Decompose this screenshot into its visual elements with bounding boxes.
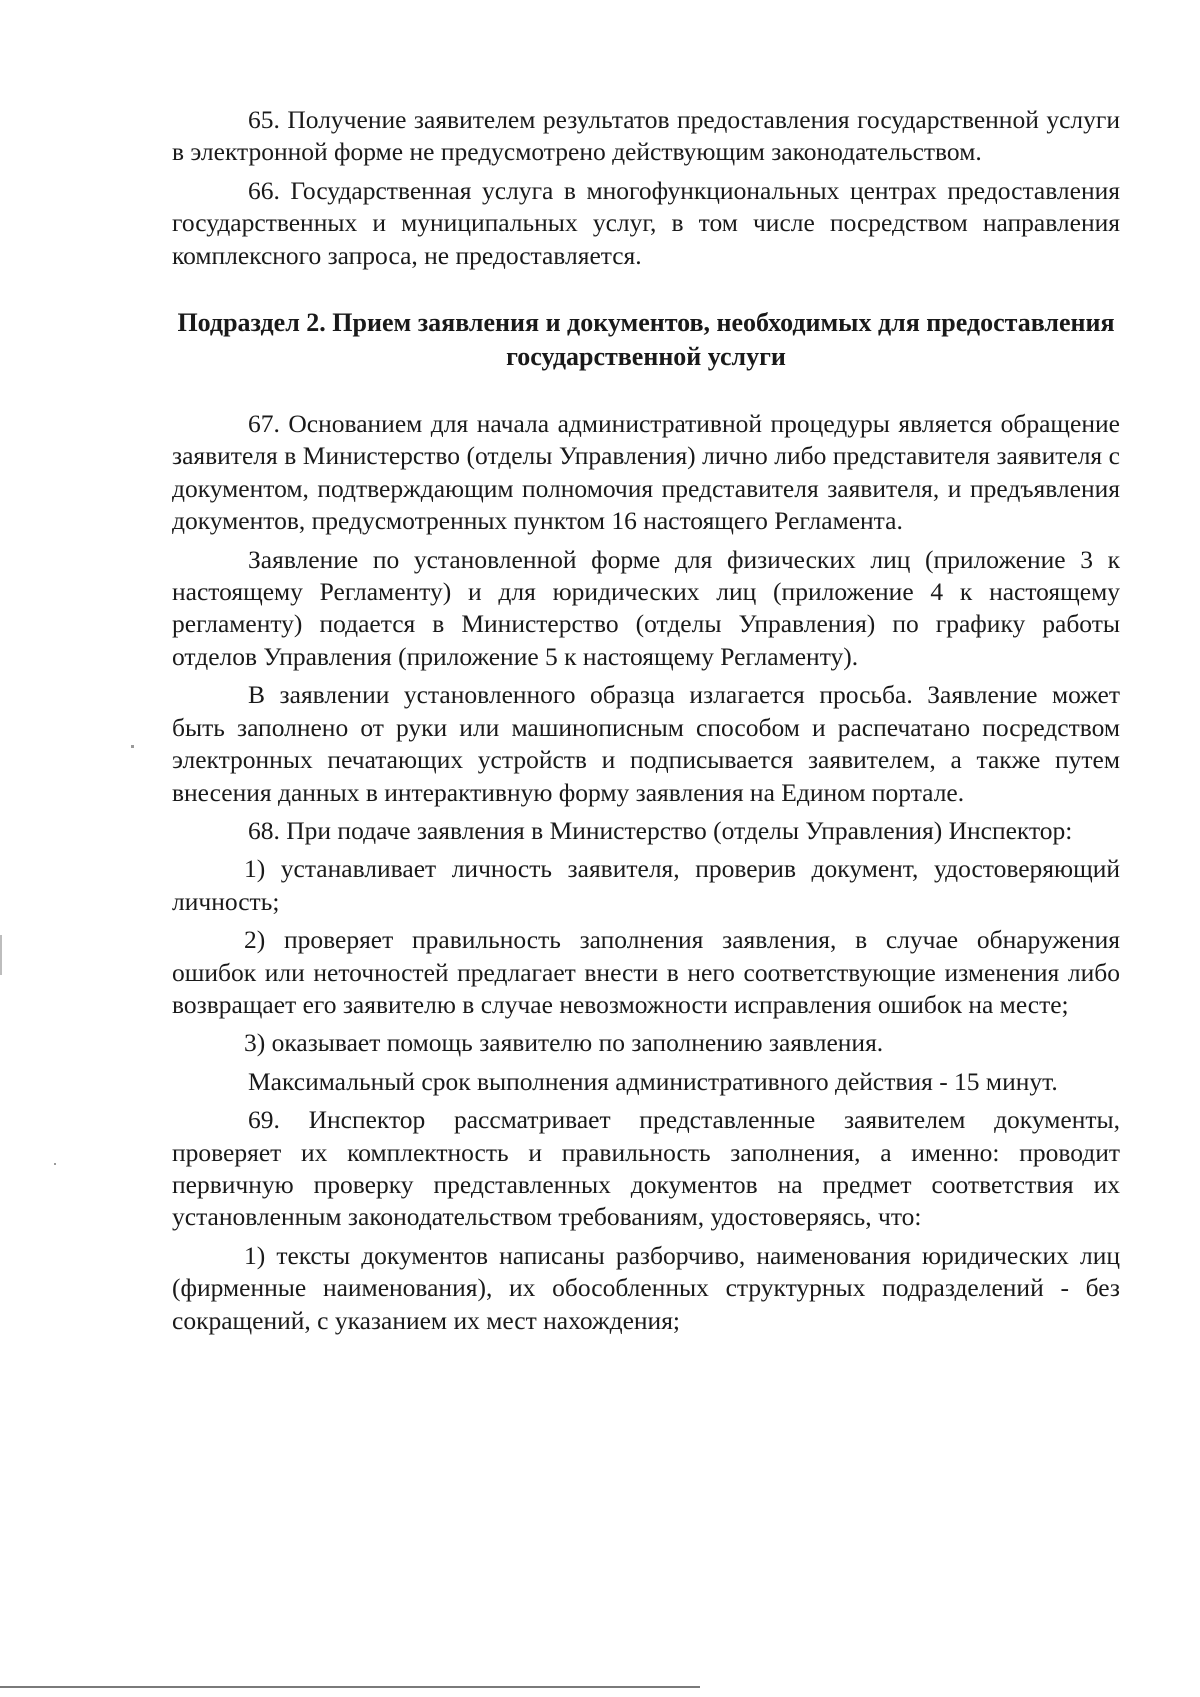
list-item-68-1: 1) устанавливает личность заявителя, проверив документ, удостоверяющий личность; [172,854,1120,916]
paragraph-69: 69. Инспектор рассматривает представленные заявителем документы, проверяет их комплектность и правильность заполнения, а именно: проводит первичную проверку представленных документов на предмет соответствия их установленным законодательством требованиям, удостоверяясь, что: [172,1105,1120,1232]
paragraph-application-form: Заявление по установленной форме для физических лиц (приложение 3 к настоящему Регламенту) и для юридических лиц (приложение 4 к настоящему регламенту) подается в Министерство (отделы Управления) по графику работы отделов Управления (приложение 5 к настоящему Регламенту). [172,544,1120,671]
paragraph-max-time: Максимальный срок выполнения административного действия - 15 минут. [248,1066,1058,1096]
scan-dot-mark [131,745,134,748]
scan-bottom-edge [0,1686,700,1688]
paragraph-67: 67. Основанием для начала административной процедуры является обращение заявителя в Министерство (отделы Управления) лично либо представителя заявителя с документом, подтверждающим полномочия представителя заявителя, и предъявления документов, предусмотренных пунктом 16 настоящего Регламента. [172,409,1120,536]
section-heading: Подраздел 2. Прием заявления и документов, необходимых для предоставления государственной услуги [177,308,1115,372]
paragraph-68: 68. При подаче заявления в Министерство (отделы Управления) Инспектор: [248,815,1073,845]
paragraph-66: 66. Государственная услуга в многофункциональных центрах предоставления государственных и муниципальных услуг, в том числе посредством направления комплексного запроса, не предоставляется. [172,175,1120,270]
scan-dot-mark [54,1163,56,1165]
document-body [172,104,1120,1343]
list-item-68-2: 2) проверяет правильность заполнения заявления, в случае обнаружения ошибок или неточностей предлагает внести в него соответствующие изменения либо возвращает его заявителю в случае невозможности исправления ошибок на месте; [172,925,1120,1019]
paragraph-65: 65. Получение заявителем результатов предоставления государственной услуги в электронной форме не предусмотрено действующим законодательством. [172,105,1120,167]
list-item-68-3: 3) оказывает помощь заявителю по заполнению заявления. [244,1028,884,1058]
paragraph-application-content: В заявлении установленного образца излагается просьба. Заявление может быть заполнено от руки или машинописным способом и распечатано посредством электронных печатающих устройств и подписывается заявителем, а также путем внесения данных в интерактивную форму заявления на Едином портале. [172,680,1120,807]
list-item-69-1: 1) тексты документов написаны разборчиво, наименования юридических лиц (фирменные наименования), их обособленных структурных подразделений - без сокращений, с указанием их мест нахождения; [172,1240,1120,1335]
scan-edge-mark [0,935,2,975]
